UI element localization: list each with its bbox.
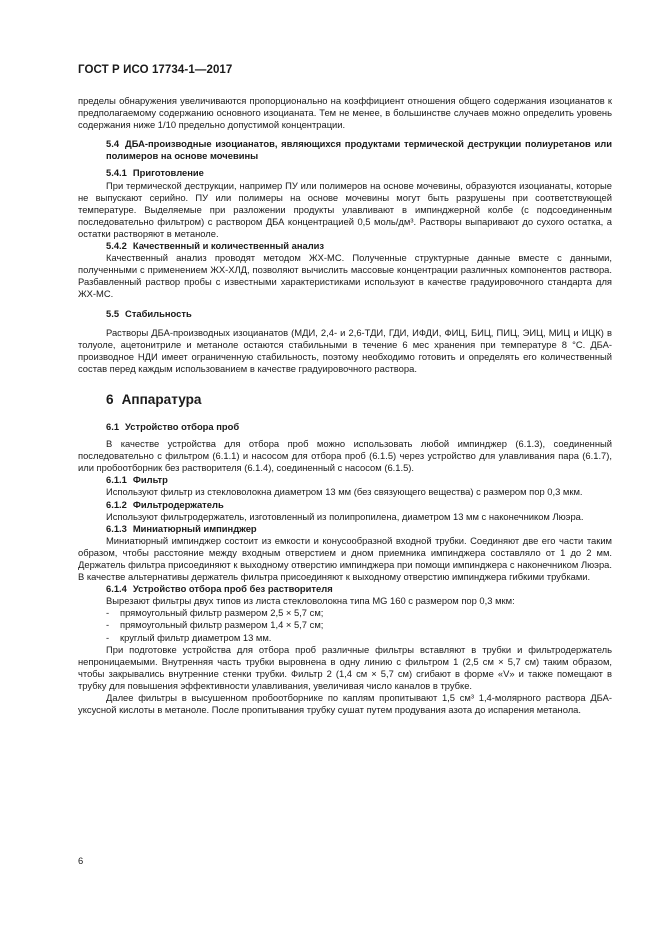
paragraph-5-5: Растворы ДБА-производных изоцианатов (МДИ, 2,4- и 2,6-ТДИ, ГДИ, ИФДИ, ФИЦ, БИЦ, ПИЦ, ЭИЦ, МИЦ и ИЦК) в толуоле, ацетонитриле и метаноле остаются стабильными в течение 6 мес хранения при температуре 8 °С. ДБА-производное НДИ имеет ограниченную стабильность, поэтому необходимо готовить и определять его количественный состав перед каждым использованием в качестве градуировочного раствора. — [78, 326, 612, 374]
heading-number: 5.4 — [106, 138, 120, 150]
paragraph-5-4-1: При термической деструкции, например ПУ или полимеров на основе мочевины, образуются изоцианаты, которые не выпускают серийно. ПУ или полимеры на основе мочевины могут быть разрушены при соответствующей температуре. Выделяемые при разложении продукты улавливают в импинджерной колбе (с подсоединенным последовательно фильтром) с раствором ДБА концентрацией 0,5 моль/дм³. Растворы выпаривают до сухого остатка, а остатки растворяют в метаноле. — [78, 179, 612, 239]
heading-number: 5.4.1 — [106, 167, 127, 179]
heading-title: Фильтр — [132, 474, 168, 486]
heading-6-1-1 — [78, 474, 612, 486]
paragraph-6-1-1: Используют фильтр из стекловолокна диаметром 13 мм (без связующего вещества) с размером пор 0,3 мкм. — [106, 486, 583, 498]
page-number: 6 — [78, 855, 84, 866]
heading-6-1-2 — [78, 499, 612, 511]
heading-5-4-2 — [78, 240, 612, 252]
heading-6-1-4 — [78, 583, 612, 595]
heading-title: Устройство отбора проб без растворителя — [132, 583, 333, 595]
heading-5-4 — [78, 138, 612, 162]
paragraph-6-1: В качестве устройства для отбора проб можно использовать любой импинджер (6.1.3), соединенный последовательно с фильтром (6.1.1) и насосом для отбора проб (6.1.5) через устройство для улавливания пара (6.1.7), или пробоотборник без растворителя (6.1.4), соединенный с насосом (6.1.5). — [78, 438, 612, 474]
heading-title: Фильтродержатель — [132, 498, 224, 510]
heading-6 — [78, 392, 612, 408]
heading-5-4-1 — [78, 167, 612, 179]
heading-6-1 — [78, 421, 612, 433]
heading-title: Приготовление — [132, 167, 204, 179]
list-dash: - — [106, 631, 110, 643]
heading-number: 6 — [106, 391, 114, 407]
heading-number: 6.1.3 — [106, 522, 127, 534]
list-item — [78, 619, 612, 631]
heading-number: 6.1.4 — [106, 583, 127, 595]
paragraph-5-4-2: Качественный анализ проводят методом ЖХ-МС. Полученные структурные данные вместе с данными, полученными с применением ЖХ-ХЛД, позволяют вычислить массовые концентрации различных компонентов раствора. Разбавленный раствор пробы с известными характеристиками используют в качестве градуировочного стандарта для ЖХ-МС. — [78, 252, 612, 300]
heading-title: Устройство отбора проб — [125, 420, 240, 432]
heading-title: Стабильность — [125, 307, 192, 319]
heading-title: Миниатюрный импинджер — [132, 522, 257, 534]
list-dash: - — [106, 607, 110, 619]
paragraph-6-1-4-c: Далее фильтры в высушенном пробоотборнике по каплям пропитывают 1,5 см³ 1,4-молярного раствора ДБА-уксусной кислоты в метаноле. После пропитывания трубку сушат путем продувания азота до испарения метанола. — [78, 692, 612, 716]
heading-number: 5.4.2 — [106, 240, 127, 252]
paragraph-6-1-4-b: При подготовке устройства для отбора проб различные фильтры вставляют в трубки и фильтродержатель непроницаемыми. Внутренняя часть трубки выровнена в одну линию с фильтром 1 (2,5 см × 5,7 см) таким образом, чтобы закрывались внутренние стенки трубки. Фильтр 2 (1,4 см × 5,7 см) сгибают в форме «V» и также помещают в трубку для повышения эффективности улавливания, увеличивая число каналов в трубке. — [78, 643, 612, 691]
list-item-text: прямоугольный фильтр размером 2,5 × 5,7 см; — [120, 607, 324, 619]
heading-title: Качественный и количественный анализ — [132, 240, 325, 252]
paragraph-6-1-2: Используют фильтродержатель, изготовленный из полипропилена, диаметром 13 мм с наконечником Люэра. — [106, 510, 584, 522]
standard-header: ГОСТ Р ИСО 17734-1—2017 — [78, 64, 233, 76]
heading-number: 6.1.1 — [106, 474, 127, 486]
list-item — [78, 607, 612, 619]
page-body — [78, 95, 612, 716]
heading-5-5 — [78, 308, 612, 320]
list-dash: - — [106, 619, 110, 631]
heading-6-1-3 — [78, 523, 612, 535]
list-item — [78, 632, 612, 644]
heading-title: Аппаратура — [121, 391, 202, 407]
paragraph-6-1-3: Миниатюрный импинджер состоит из емкости и конусообразной входной трубки. Соединяют две его части таким образом, чтобы расстояние между входным отверстием и дном приемника импинджера составляло от 1 до 2 мм. Держатель фильтра присоединяют к выходному отверстию импинджера при помощи импинджера с наконечником Люэра. В качестве альтернативы держатель фильтра присоединяют к выходному отверстию импинджера гибкими трубками. — [78, 534, 612, 583]
paragraph-6-1-4: Вырезают фильтры двух типов из листа стекловолокна типа MG 160 с размером пор 0,3 мкм: — [106, 595, 515, 607]
heading-number: 6.1 — [106, 420, 120, 432]
list-item-text: прямоугольный фильтр размером 1,4 × 5,7 см; — [120, 619, 324, 631]
intro-paragraph: пределы обнаружения увеличиваются пропорционально на коэффициент отношения общего содержания изоцианатов к предполагаемому содержанию основного изоцианата. Тем не менее, в большинстве случаев можно определить уровень содержания ниже 1/10 предельно допустимой концентрации. — [78, 95, 612, 131]
list-item-text: круглый фильтр диаметром 13 мм. — [120, 631, 272, 643]
heading-title: ДБА-производные изоцианатов, являющихся продуктами термической деструкции полиуретанов или полимеров на основе мочевины — [106, 138, 612, 162]
heading-number: 5.5 — [106, 307, 120, 319]
heading-number: 6.1.2 — [106, 498, 127, 510]
